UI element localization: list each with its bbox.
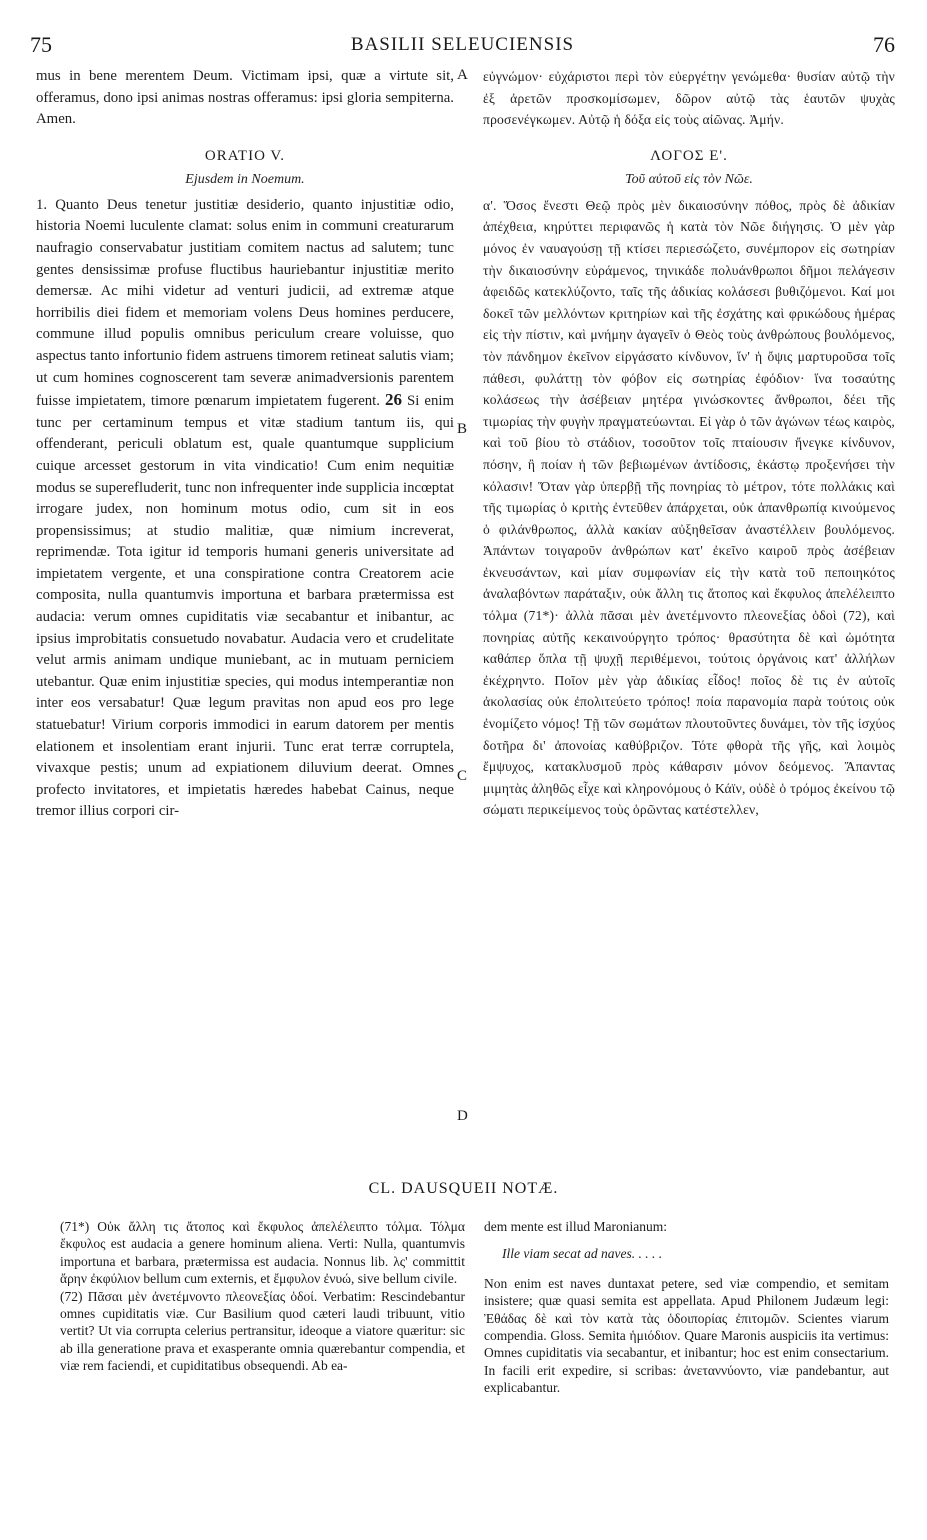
- greek-column: [483, 66, 895, 821]
- greek-body: α'. Ὅσος ἔνεστι Θεῷ πρὸς μὲν δικαιοσύνην πόθος, πρὸς δὲ ἀδικίαν ἀπέχθεια, κηρύττει περιφανῶς ἡ κατὰ τὸν Νῶε διήγησις. Ὁ μὲν γὰρ μόνος ἐν ναυαγούσῃ τῇ κτίσει περιεσώζετο, συνέμπορον εἰς σωτηρίαν τὴν δικαιοσύνην εὑράμενος, τηνικάδε πολυάνθρωποι δῆμοι πελάγεσιν ἀφειδῶς κατεκλύζοντο, ταῖς τῆς ἀδικίας κολάσεσι βυθιζόμενοι. Καί μοι δοκεῖ τῶν μελλόντων κριτηρίων καὶ τῆς ἐσχάτης καὶ φρικώδους ἡμέρας εἰς τὴν πίστιν, καὶ μνήμην ἀγαγεῖν ὁ Θεὸς τοὺς ἀνθρώπους βουλόμενος, τὸν πάνδημον ἐκεῖνον εἰργάσατο κίνδυνον, ἵν' ἡ ὄψις μαρτυροῦσα τοῖς πάθεσι, φυλάττῃ τὸν φόβον εἰς σωτηρίας ἐφόδιον· ἵνα τοσαύτης κολάσεως τὴν ἀσέβειαν μητέρα γινώσκοντες ἄνθρωποι, δέει τῆς τιμωρίας τὴν φυγὴν πραγματεύωνται. Εἰ γὰρ ὁ τῶν ἀγώνων τέως καιρὸς, καὶ τοῦ βίου τὸ στάδιον, τοσοῦτον τοῖς πταίουσιν ἤνεγκε κίνδυνον, πόσην, ἢ ποίαν ἡ τῶν βεβιωμένων ἀντίδοσις, ἑκάστῳ προξενήσει τὴν κόλασιν! Ὅταν γὰρ ὑπερβῇ τῆς πονηρίας τὸ μέτρον, τότε πολλάκις καὶ τῆς τιμωρίας ὁ κριτὴς ἐντεῦθεν ἀπάρχεται, οὐκ ἀπανθρωπίᾳ κινούμενος ὁ φιλάνθρωπος, ἀλλὰ κακίαν αὐξηθεῖσαν ἀναστέλλειν βουλόμενος. Ἁπάντων τοιγαροῦν ἀνθρώπων κατ' ἐκεῖνο καιροῦ πρὸς ἀσέβειαν ἐκνευσάντων, καὶ μίαν συμφωνίαν εἰς τὴν κατὰ τοῦ πεποιηκότος ἀναλαβόντων παράταξιν, οὐκ ἄλλη τις ἄτοπος καὶ ἔκφυλος ἀπελέλειπτο τόλμα (71*)· ἀλλὰ πᾶσαι μὲν ἀνετέμνοντο πλεονεξίας ὁδοὶ (72), καὶ πονηρίας αὐτῆς κεκαινούργητο τρόπος· θρασύτητα δὲ καὶ ὠμότητα καθάπερ ὅπλα τῇ ψυχῇ περιθέμενοι, τούτοις ὀργάνοις κατ' ἀλλήλων ἐκέχρηντο. Ποῖον μὲν γὰρ ἀδικίας εἶδος! ποῖος δὲ τις ἐν αὐτοῖς ἀκολασίας οὐκ ἐπολιτεύετο τρόπος! ποία παρανομία παρὰ τούτοις οὐκ ἐνομίζετο νόμος! Τῇ τῶν σωμάτων πλουτοῦντες δυνάμει, τὸν τῆς ἰσχύος δοτῆρα δι' ἀπονοίας καθύβριζον. Τότε φθορὰ τῆς γῆς, καὶ λοιμὸς ἔμψυχος, κατακλυσμοῦ πρὸς κάθαρσιν μόνον δεόμενος. Ἅπαντας μιμητὰς ἀληθῶς εἶχε καὶ κληρονόμους ὁ Κάϊν, οὐδὲ ὁ τρόμος ἐκείνου τῷ σώματι περικείμενος τοὺς ὁρῶντας κατέστελλεν,: [483, 197, 895, 818]
- margin-letter-a: A: [457, 67, 468, 83]
- notes-title: CL. DAUSQUEII NOTÆ.: [368, 1180, 559, 1197]
- running-title: BASILII SELEUCIENSIS: [350, 34, 575, 55]
- margin-letter-c: C: [457, 768, 468, 784]
- margin-letter-b: B: [457, 421, 468, 437]
- latin-body: [36, 195, 454, 823]
- page-number-left: 75: [30, 32, 52, 57]
- margin-letter-d: D: [457, 1108, 468, 1124]
- greek-heading: ΛΟΓΟΣ Ε'.: [650, 147, 728, 164]
- latin-body-part2: Si enim tunc per certaminum tempus et vitæ stadium tantum iis, qui offenderant, periculi oblatum est, quale quantumque supplicium cuique arcesset gestorum in vita vindicatio! Cum enim nequitiæ modus se superefluderit, tunc non infrequenter inde supplicia incœptat irrogare judex, non hominum motus odio, cum sit in eos propensissimus; at studio malitiæ, quæ nimium increverat, reprimendæ. Tota igitur id temporis humani generis universitate ad impietatem vergente, et una conspiratione contra Creatorem acie composita, nulla quantumvis importuna et barbara prætermissa est audacia: verum omnes cupiditatis viæ secabantur et inibantur, ac ipsius improbitatis consuetudo novabatur. Audacia vero et crudelitate velut armis animam undique muniebant, ac in mutuam perniciem utebantur. Quæ enim injustitiæ species, qui modus intemperantiæ non inter eos versabatur! Quæ legum pravitas non apud eos pro lege statuebatur! Virium corporis immodici in earum datorem per mentis elationem et insolentiam erant injurii. Tunc erat terræ corruptela, vivaxque pestis; unum ad expiationem diluvium deerat. Omnes profecto invitatores, et impietatis hæredes habebat Cainus, neque tremor illius corpori cir-: [36, 393, 454, 820]
- latin-intro: mus in bene merentem Deum. Victimam ipsi, quæ a virtute sit, offeramus, dono ipsi animas nostras offeramus: ipsi gloria sempiterna. Amen.: [36, 68, 454, 128]
- note-71: (71*) Οὐκ ἄλλη τις ἄτοπος καὶ ἔκφυλος ἀπελέλειπτο τόλμα. Τόλμα ἔκφυλος est audacia a genere hominum aliena. Verti: Nulla, quantumvis importuna et barbara, prætermissa est audacia. Nonnus lib. λς' committit ἄρην ἐκφύλιον bellum cum externis, et ἔμφυλον ἐνυώ, sive bellum civile.: [60, 1219, 465, 1287]
- page-marker-26: 26: [385, 390, 403, 410]
- note-72: (72) Πᾶσαι μὲν ἀνετέμνοντο πλεονεξίας ὁδοί. Verbatim: Rescindebantur omnes cupiditatis viæ. Cur Basilium quod cæteri laudi tribuunt, vitio vertit? Ut via corrupta celerius pertransitur, ideoque a viatore quæritur: sic ab illa generatione prava et exasperante omnia quærebantur compendia, et viæ rem faciendi, et cupiditatibus obsequendi. Ab ea-: [60, 1288, 465, 1374]
- notes-left-column: [60, 1218, 465, 1375]
- latin-subheading: Ejusdem in Noemum.: [185, 171, 305, 187]
- greek-intro: εὐγνώμον· εὐχάριστοι περὶ τὸν εὐεργέτην γενώμεθα· θυσίαν αὐτῷ τὴν ἐξ ἀρετῶν προσκομίσωμεν, δῶρον αὐτῷ τὰς ἑαυτῶν ψυχὰς προσενέγκωμεν. Αὐτῷ ἡ δόξα εἰς τοὺς αἰῶνας. Ἀμήν.: [483, 69, 895, 128]
- latin-heading: ORATIO V.: [204, 147, 286, 164]
- notes-right-body: Non enim est naves duntaxat petere, sed viæ compendio, et semitam insistere; quæ quasi semita est appellata. Apud Philonem Judæum legi: Ἐθάδας δὲ καὶ τὸν κατὰ τὰς ὁδοιπορίας ἐπιτομῶν. Scientes viarum compendia. Gloss. Semita ἡμιόδιον. Quare Maronis auspiciis ita vertimus: Omnes cupiditatis via secabantur, et inibantur; hoc est enim consectarium. In facili erit expedire, si scribas: ἀνεταννύοντο, viæ pandebantur, aut explicabantur.: [484, 1275, 889, 1396]
- latin-body-part1: 1. Quanto Deus tenetur justitiæ desiderio, quanto injustitiæ odio, historia Noemi luculente clamat: solus enim in communi creaturarum naufragio conservabatur justitiam comitem nactus ad salutem; tunc gentes densissimæ profuse fluctibus hauriebantur injustitiæ merito demersæ. Ac mihi videtur ad venturi judicii, ad extremæ atque horribilis diei fidem et memoriam volens Deus homines perducere, commune illud populis omnibus periculum creare voluisse, quo aspectus tanto infortunio fidem astruens timorem retineat salutis viam; ut cum homines cognoscerent tam severæ animadversionis parentem fuisse impietatem, timore pœnarum impietatem fugerent.: [36, 196, 454, 410]
- page-number-right: 76: [873, 32, 895, 57]
- notes-right-intro: dem mente est illud Maronianum:: [484, 1219, 667, 1234]
- latin-column: [36, 66, 454, 823]
- maro-verse: Ille viam secat ad naves. . . . .: [502, 1246, 663, 1262]
- notes-right-column: [484, 1218, 889, 1397]
- greek-subheading: Τοῦ αὐτοῦ εἰς τὸν Νῶε.: [625, 171, 753, 187]
- page-header: [30, 32, 895, 62]
